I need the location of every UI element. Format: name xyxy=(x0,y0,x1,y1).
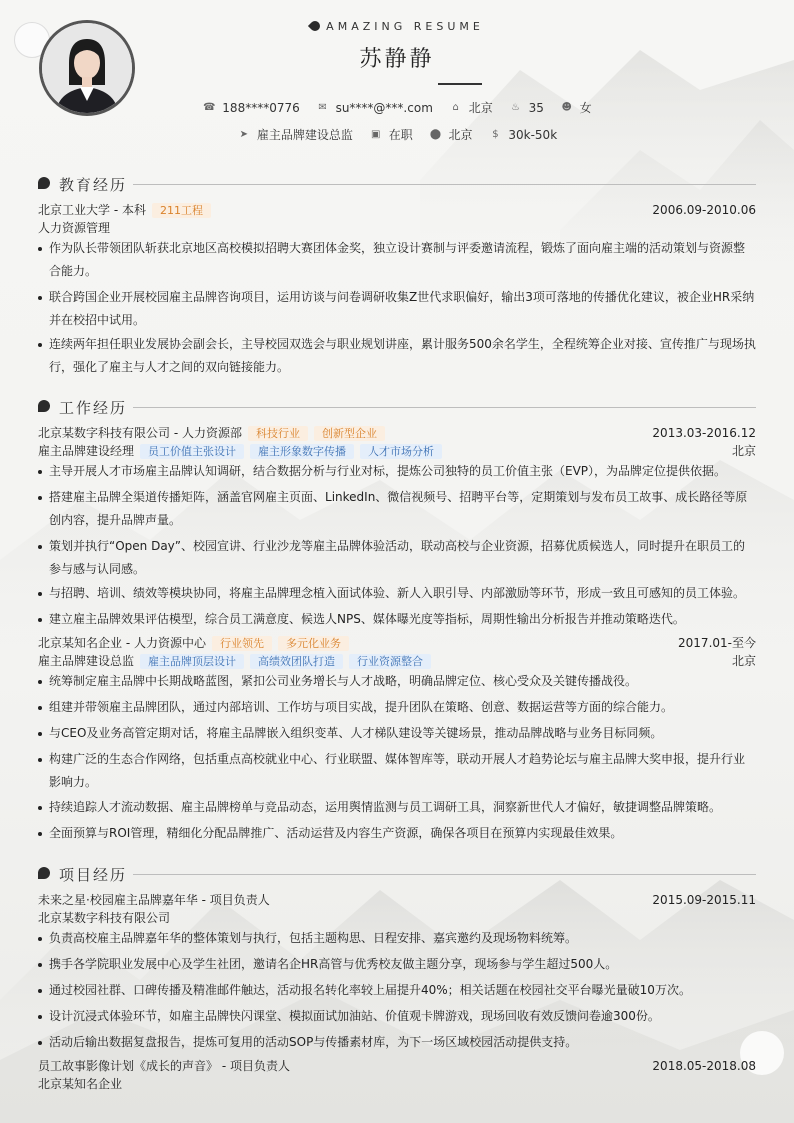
list-item: 与招聘、培训、绩效等模块协同，将雇主品牌理念植入面试体验、新人入职引导、内部激励等环节，形成一致且可感知的员工体验。 xyxy=(38,582,756,605)
list-item: 连续两年担任职业发展协会副会长，主导校园双选会与职业规划讲座，累计服务500余名学生，全程统筹企业对接、宣传推广与现场执行，强化了雇主与人才之间的双向链接能力。 xyxy=(38,333,756,379)
contact-age: ♨ 35 xyxy=(509,101,544,115)
section-leaf-icon xyxy=(38,400,50,412)
send-icon: ➤ xyxy=(239,129,249,140)
section-divider xyxy=(133,407,756,408)
list-item: 通过校园社群、口碑传播及精准邮件触达，活动报名转化率较上届提升40%；相关话题在校园社交平台曝光量破10万次。 xyxy=(38,979,756,1002)
project-org-row xyxy=(38,910,756,927)
list-item: 搭建雇主品牌全渠道传播矩阵，涵盖官网雇主页面、LinkedIn、微信视频号、招聘平台等，定期策划与发布员工故事、成长路径等原创内容，提升品牌声量。 xyxy=(38,486,756,532)
cake-icon: ♨ xyxy=(511,102,521,113)
job-city: 北京 xyxy=(731,654,756,668)
candidate-name: 苏静静 xyxy=(359,47,435,72)
section-leaf-icon xyxy=(38,867,50,879)
list-item: 负责高校雇主品牌嘉年华的整体策划与执行，包括主题构思、日程安排、嘉宾邀约及现场物料统筹。 xyxy=(38,927,756,950)
brand-header xyxy=(0,20,794,33)
job-role-row xyxy=(38,443,756,460)
company-tag: 科技行业 xyxy=(248,426,308,441)
project-name: 未来之星·校园雇主品牌嘉年华 - 项目负责人 xyxy=(38,893,270,907)
phone-icon: ☎ xyxy=(203,102,216,113)
project-org: 北京某知名企业 xyxy=(38,1077,123,1091)
school-tag: 211工程 xyxy=(152,203,211,218)
role-tag: 行业资源整合 xyxy=(349,654,431,669)
contact-status: ▣ 在职 xyxy=(369,126,413,143)
list-item: 组建并带领雇主品牌团队，通过内部培训、工作坊与项目实战，提升团队在策略、创意、数据运营等方面的综合能力。 xyxy=(38,696,756,719)
list-item: 设计沉浸式体验环节，如雇主品牌快闪课堂、模拟面试加油站、价值观卡牌游戏，现场回收有效反馈问卷逾300份。 xyxy=(38,1005,756,1028)
job-date: 2017.01-至今 xyxy=(678,636,756,650)
major: 人力资源管理 xyxy=(38,221,111,235)
project-org-row xyxy=(38,1076,756,1093)
list-item: 主导开展人才市场雇主品牌认知调研，结合数据分析与行业对标，提炼公司独特的员工价值主张（EVP），为品牌定位提供依据。 xyxy=(38,460,756,483)
job-role: 雇主品牌建设经理 xyxy=(38,444,135,458)
list-item: 建立雇主品牌效果评估模型，综合员工满意度、候选人NPS、媒体曝光度等指标，周期性输出分析报告并推动策略迭代。 xyxy=(38,608,756,631)
section-title: 项目经历 xyxy=(59,866,128,884)
job-company-row xyxy=(38,635,756,652)
job-city: 北京 xyxy=(731,444,756,458)
list-item: 携手各学院职业发展中心及学生社团，邀请名企HR高管与优秀校友做主题分享，现场参与学生超过500人。 xyxy=(38,953,756,976)
section-divider xyxy=(133,184,756,185)
list-item: 与CEO及业务高管定期对话，将雇主品牌嵌入组织变革、人才梯队建设等关键场景，推动品牌战略与业务目标同频。 xyxy=(38,722,756,745)
education-school-row xyxy=(38,202,756,219)
mail-icon: ✉ xyxy=(318,102,327,113)
list-item: 全面预算与ROI管理，精细化分配品牌推广、活动运营及内容生产资源，确保各项目在预算内实现最佳效果。 xyxy=(38,822,756,845)
contact-row-2 xyxy=(0,126,794,143)
location-icon: ⬤ xyxy=(429,129,442,140)
list-item: 活动后输出数据复盘报告，提炼可复用的活动SOP与传播素材库，为下一场区域校园活动提供支持。 xyxy=(38,1031,756,1054)
role-tag: 员工价值主张设计 xyxy=(140,444,244,459)
project-date: 2018.05-2018.08 xyxy=(652,1059,756,1073)
role-tag: 高绩效团队打造 xyxy=(250,654,343,669)
list-item: 持续追踪人才流动数据、雇主品牌榜单与竞品动态，运用舆情监测与员工调研工具，洞察新世代人才偏好，敏捷调整品牌策略。 xyxy=(38,796,756,819)
section-leaf-icon xyxy=(38,177,50,189)
section-projects-header xyxy=(38,864,756,884)
section-work-header xyxy=(38,397,756,417)
contact-home: ⌂ 北京 xyxy=(449,99,493,116)
section-title: 教育经历 xyxy=(59,176,128,194)
leaf-icon xyxy=(308,19,322,33)
company-tag: 行业领先 xyxy=(212,636,272,651)
gender-icon: ☻ xyxy=(561,102,572,113)
briefcase-icon: ▣ xyxy=(370,129,381,140)
education-date: 2006.09-2010.06 xyxy=(652,203,756,217)
company-tag: 多元化业务 xyxy=(278,636,349,651)
company-name: 北京某知名企业 - 人力资源中心 xyxy=(38,636,206,650)
list-item: 构建广泛的生态合作网络，包括重点高校就业中心、行业联盟、媒体智库等，联动开展人才趋势论坛与雇主品牌大奖申报，提升行业影响力。 xyxy=(38,748,756,794)
school-name: 北京工业大学 - 本科 xyxy=(38,203,146,217)
contact-email: ✉ su****@***.com xyxy=(316,101,433,115)
job-date: 2013.03-2016.12 xyxy=(652,426,756,440)
project-row xyxy=(38,892,756,909)
role-tag: 人才市场分析 xyxy=(360,444,442,459)
project-name: 员工故事影像计划《成长的声音》 - 项目负责人 xyxy=(38,1059,290,1073)
contact-row-1 xyxy=(0,99,794,116)
project-row xyxy=(38,1058,756,1075)
company-name: 北京某数字科技有限公司 - 人力资源部 xyxy=(38,426,242,440)
project-date: 2015.09-2015.11 xyxy=(652,893,756,907)
contact-phone: ☎ 188****0776 xyxy=(203,100,300,115)
home-icon: ⌂ xyxy=(452,102,459,113)
section-education-header xyxy=(38,174,756,194)
contact-gender: ☻ 女 xyxy=(561,101,592,115)
list-item: 策划并执行“Open Day”、校园宣讲、行业沙龙等雇主品牌体验活动，联动高校与企业资源，招募优质候选人，同时提升在职员工的参与感与认同感。 xyxy=(38,535,756,581)
money-icon: $ xyxy=(492,129,499,140)
list-item: 作为队长带领团队斩获北京地区高校模拟招聘大赛团体金奖，独立设计赛制与评委邀请流程，锻炼了面向雇主端的活动策划与资源整合能力。 xyxy=(38,237,756,283)
list-item: 联合跨国企业开展校园雇主品牌咨询项目，运用访谈与问卷调研收集Z世代求职偏好，输出3项可落地的传播优化建议，被企业HR采纳并在校招中试用。 xyxy=(38,286,756,332)
role-tag: 雇主品牌顶层设计 xyxy=(140,654,244,669)
job-role: 雇主品牌建设总监 xyxy=(38,654,135,668)
project-org: 北京某数字科技有限公司 xyxy=(38,911,171,925)
company-tag: 创新型企业 xyxy=(314,426,385,441)
name-underline xyxy=(438,83,482,85)
job-company-row xyxy=(38,425,756,442)
contact-position: ➤ 雇主品牌建设总监 xyxy=(237,126,353,143)
role-tag: 雇主形象数字传播 xyxy=(250,444,354,459)
section-divider xyxy=(133,874,756,875)
list-item: 统筹制定雇主品牌中长期战略蓝图，紧扣公司业务增长与人才战略，明确品牌定位、核心受众及关键传播战役。 xyxy=(38,670,756,693)
brand-text: AMAZING RESUME xyxy=(326,20,484,33)
job-role-row xyxy=(38,653,756,670)
contact-salary: $ 30k-50k xyxy=(488,128,557,142)
section-title: 工作经历 xyxy=(59,399,128,417)
contact-location: ⬤ 北京 xyxy=(429,128,473,142)
education-major-row xyxy=(38,220,756,237)
